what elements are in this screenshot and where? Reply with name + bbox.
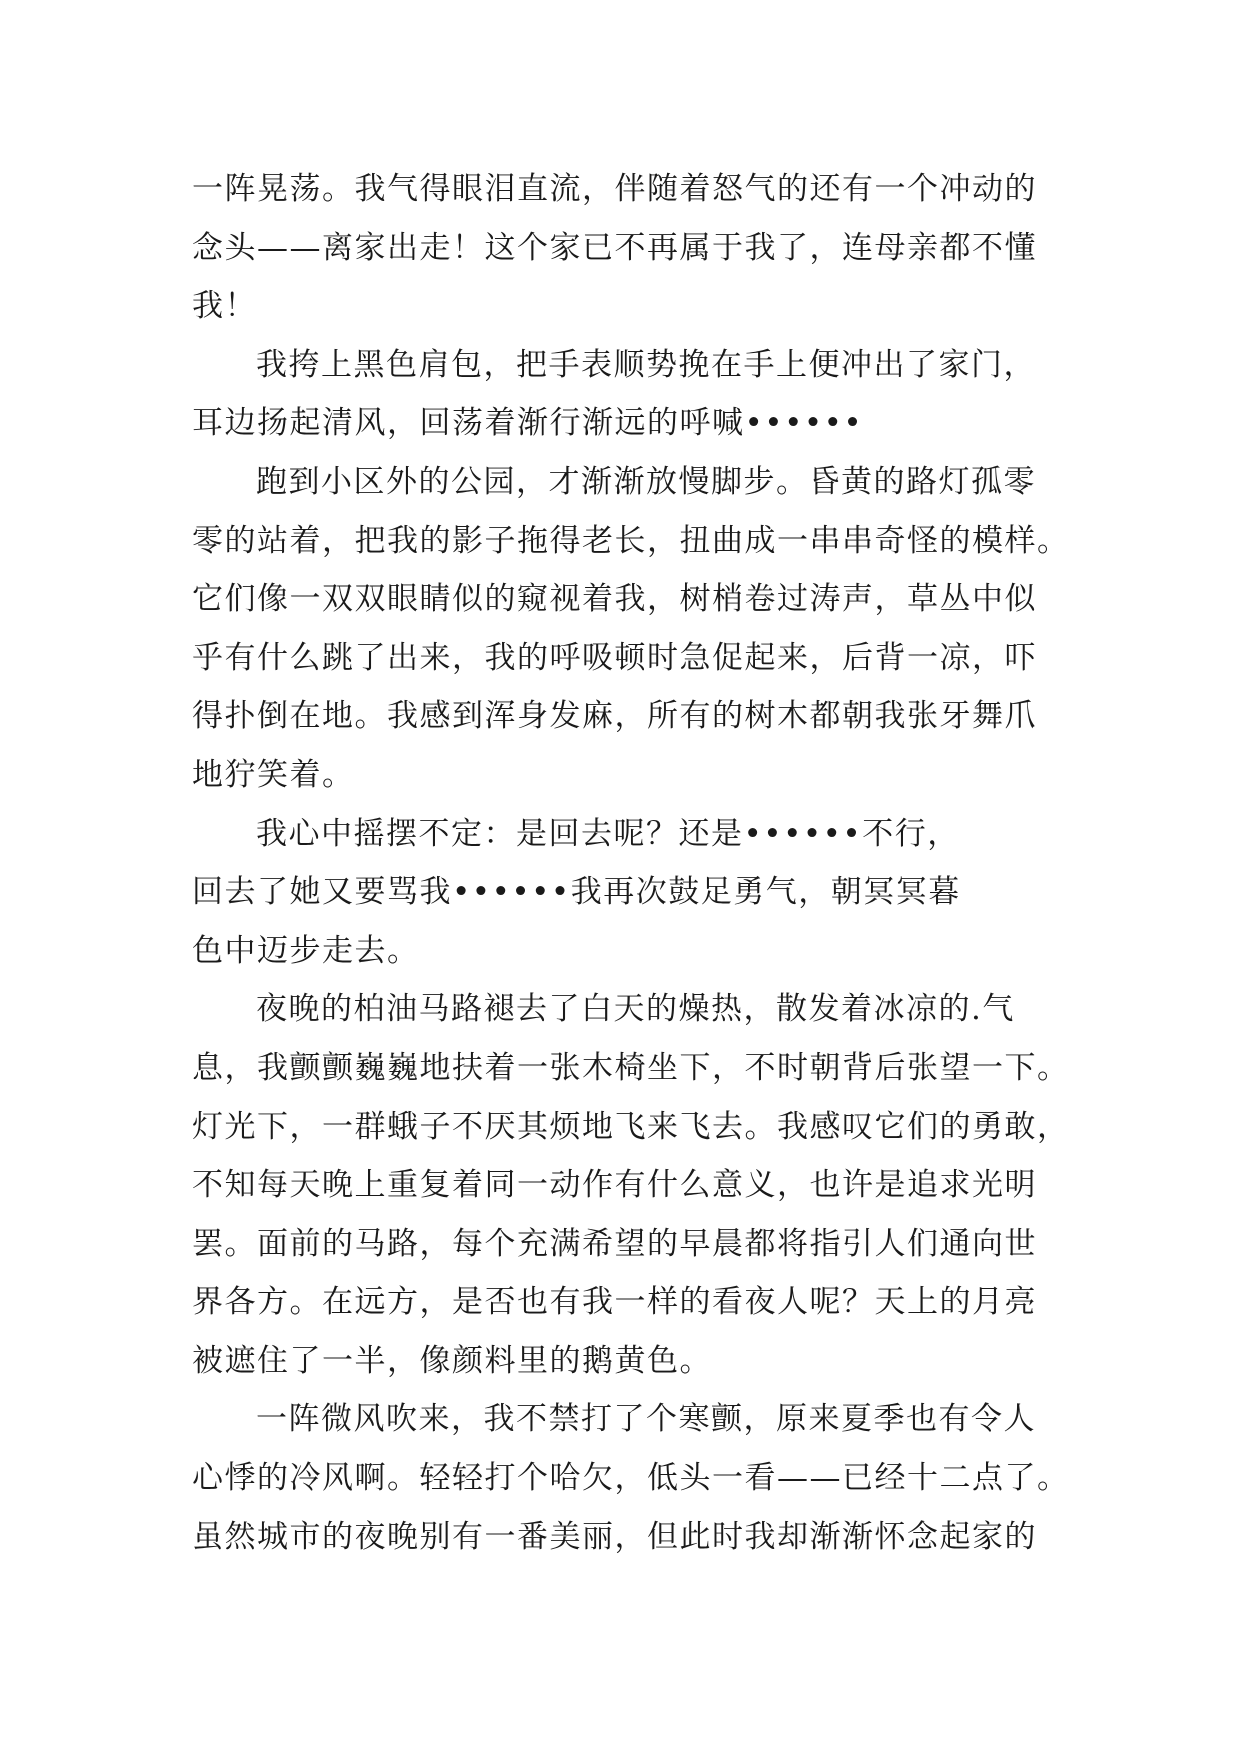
- text-line: 我！: [192, 288, 257, 325]
- text-line: 它们像一双双眼睛似的窥视着我，树梢卷过涛声，草丛中似: [192, 581, 1037, 618]
- text-line: 界各方。在远方，是否也有我一样的看夜人呢？天上的月亮: [192, 1284, 1037, 1321]
- text-line: 得扑倒在地。我感到浑身发麻，所有的树木都朝我张牙舞爪: [192, 698, 1037, 735]
- paragraph-start-line: 我挎上黑色肩包，把手表顺势挽在手上便冲出了家门，: [256, 346, 1036, 383]
- text-line: 色中迈步走去。: [192, 932, 420, 969]
- document-body: [192, 160, 1070, 1566]
- text-line: 不知每天晚上重复着同一动作有什么意义，也许是追求光明: [192, 1167, 1037, 1204]
- paragraph-start-line: 夜晚的柏油马路褪去了白天的燥热，散发着冰凉的.气: [256, 991, 1015, 1028]
- text-line: 心悸的冷风啊。轻轻打个哈欠，低头一看——已经十二点了。: [192, 1460, 1070, 1497]
- text-line: 回去了她又要骂我••••••我再次鼓足勇气，朝冥冥暮: [192, 874, 961, 911]
- text-line: 一阵晃荡。我气得眼泪直流，伴随着怒气的还有一个冲动的: [192, 171, 1037, 207]
- text-line: 念头——离家出走！这个家已不再属于我了，连母亲都不懂: [192, 229, 1037, 266]
- paragraph-start-line: 跑到小区外的公园，才渐渐放慢脚步。昏黄的路灯孤零: [256, 463, 1036, 500]
- text-line: 息，我颤颤巍巍地扶着一张木椅坐下，不时朝背后张望一下。: [192, 1049, 1070, 1086]
- text-line: 灯光下，一群蛾子不厌其烦地飞来飞去。我感叹它们的勇敢，: [192, 1108, 1070, 1145]
- text-line: 罢。面前的马路，每个充满希望的早晨都将指引人们通向世: [192, 1225, 1037, 1262]
- text-line: 地狞笑着。: [192, 756, 355, 793]
- text-line: 耳边扬起清风，回荡着渐行渐远的呼喊••••••: [192, 405, 864, 442]
- paragraph-start-line: 一阵微风吹来，我不禁打了个寒颤，原来夏季也有令人: [256, 1401, 1036, 1438]
- text-line: 乎有什么跳了出来，我的呼吸顿时急促起来，后背一凉，吓: [192, 639, 1037, 676]
- text-line: 虽然城市的夜晚别有一番美丽，但此时我却渐渐怀念起家的: [192, 1518, 1037, 1555]
- text-line: 被遮住了一半，像颜料里的鹅黄色。: [192, 1342, 712, 1379]
- paragraph-start-line: 我心中摇摆不定：是回去呢？还是••••••不行，: [256, 815, 960, 852]
- text-line: 零的站着，把我的影子拖得老长，扭曲成一串串奇怪的模样。: [192, 522, 1070, 559]
